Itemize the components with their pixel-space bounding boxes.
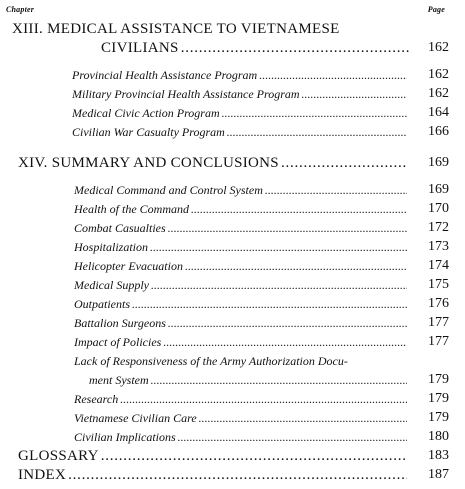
entry-title: Medical Command and Control System . . . <box>74 181 407 199</box>
toc-entry[interactable] <box>0 352 465 372</box>
entry-title: Battalion Surgeons . . . <box>74 314 407 332</box>
entry-title: Medical Supply . . . <box>74 276 407 294</box>
entry-title: Vietnamese Civilian Care . . . <box>74 409 407 427</box>
entry-title: Helicopter Evacuation . . . <box>74 257 407 275</box>
entry-page: 175 <box>428 277 449 292</box>
entry-page: 177 <box>428 315 449 330</box>
toc-entry[interactable] <box>0 371 465 391</box>
entry-page: 179 <box>428 410 449 425</box>
entry-page: 169 <box>428 182 449 197</box>
entry-page: 179 <box>428 372 449 387</box>
entry-page: 166 <box>428 124 449 139</box>
entry-page: 174 <box>428 258 449 273</box>
toc-entry[interactable] <box>0 39 465 59</box>
entry-title: Provincial Health Assistance Program . . . <box>72 66 407 84</box>
toc-entry[interactable] <box>0 181 465 201</box>
entry-page: 162 <box>428 86 449 101</box>
toc-entry[interactable] <box>0 314 465 334</box>
entry-page: 162 <box>428 40 449 55</box>
entry-page: 180 <box>428 429 449 444</box>
entry-title: CIVILIANS . . . <box>101 39 409 57</box>
entry-title: Outpatients . . . <box>74 295 407 313</box>
toc-entry[interactable] <box>0 276 465 296</box>
entry-title: INDEX . . . <box>18 466 407 484</box>
entry-title: Civilian Implications . . . <box>74 428 407 446</box>
toc-entry[interactable] <box>0 238 465 258</box>
page-column-label: Page <box>427 5 445 14</box>
toc-entry[interactable] <box>0 409 465 429</box>
entry-title: Military Provincial Health Assistance Program . . . <box>72 85 407 103</box>
entry-title: Lack of Responsiveness of the Army Authorization Docu- <box>74 354 348 368</box>
toc-entry[interactable] <box>0 85 465 105</box>
entry-page: 187 <box>428 467 449 482</box>
entry-title: Health of the Command . . . <box>74 200 407 218</box>
entry-page: 172 <box>428 220 449 235</box>
entry-title: Combat Casualties . . . <box>74 219 407 237</box>
toc-entry[interactable] <box>0 428 465 448</box>
toc-entry[interactable] <box>0 104 465 124</box>
entry-page: 164 <box>428 105 449 120</box>
entry-title: XIV. SUMMARY AND CONCLUSIONS . . . <box>18 154 407 172</box>
toc-entry[interactable] <box>0 20 465 40</box>
toc-entry[interactable] <box>0 200 465 220</box>
entry-page: 176 <box>428 296 449 311</box>
entry-title: XIII. MEDICAL ASSISTANCE TO VIETNAMESE <box>12 21 340 37</box>
entry-page: 170 <box>428 201 449 216</box>
entry-page: 162 <box>428 67 449 82</box>
toc-entry[interactable] <box>0 219 465 239</box>
toc-entry[interactable] <box>0 447 465 467</box>
toc-entry[interactable] <box>0 66 465 86</box>
entry-page: 179 <box>428 391 449 406</box>
toc-entry[interactable] <box>0 257 465 277</box>
toc-entry[interactable] <box>0 123 465 143</box>
entry-title: Research . . . <box>74 390 407 408</box>
toc-entry[interactable] <box>0 333 465 353</box>
entry-title: Medical Civic Action Program . . . <box>72 104 407 122</box>
toc-entry[interactable] <box>0 154 465 174</box>
entry-page: 173 <box>428 239 449 254</box>
entry-title: Civilian War Casualty Program . . . <box>72 123 407 141</box>
entry-page: 183 <box>428 448 449 463</box>
entry-page: 177 <box>428 334 449 349</box>
entry-title: Hospitalization . . . <box>74 238 407 256</box>
entry-title: Impact of Policies . . . <box>74 333 407 351</box>
entry-title: GLOSSARY . . . <box>18 447 407 465</box>
entry-title: ment System . . . <box>89 371 407 389</box>
toc-entry[interactable] <box>0 466 465 486</box>
toc-entry[interactable] <box>0 295 465 315</box>
chapter-column-label: Chapter <box>6 5 35 14</box>
toc-entry[interactable] <box>0 390 465 410</box>
entry-page: 169 <box>428 155 449 170</box>
